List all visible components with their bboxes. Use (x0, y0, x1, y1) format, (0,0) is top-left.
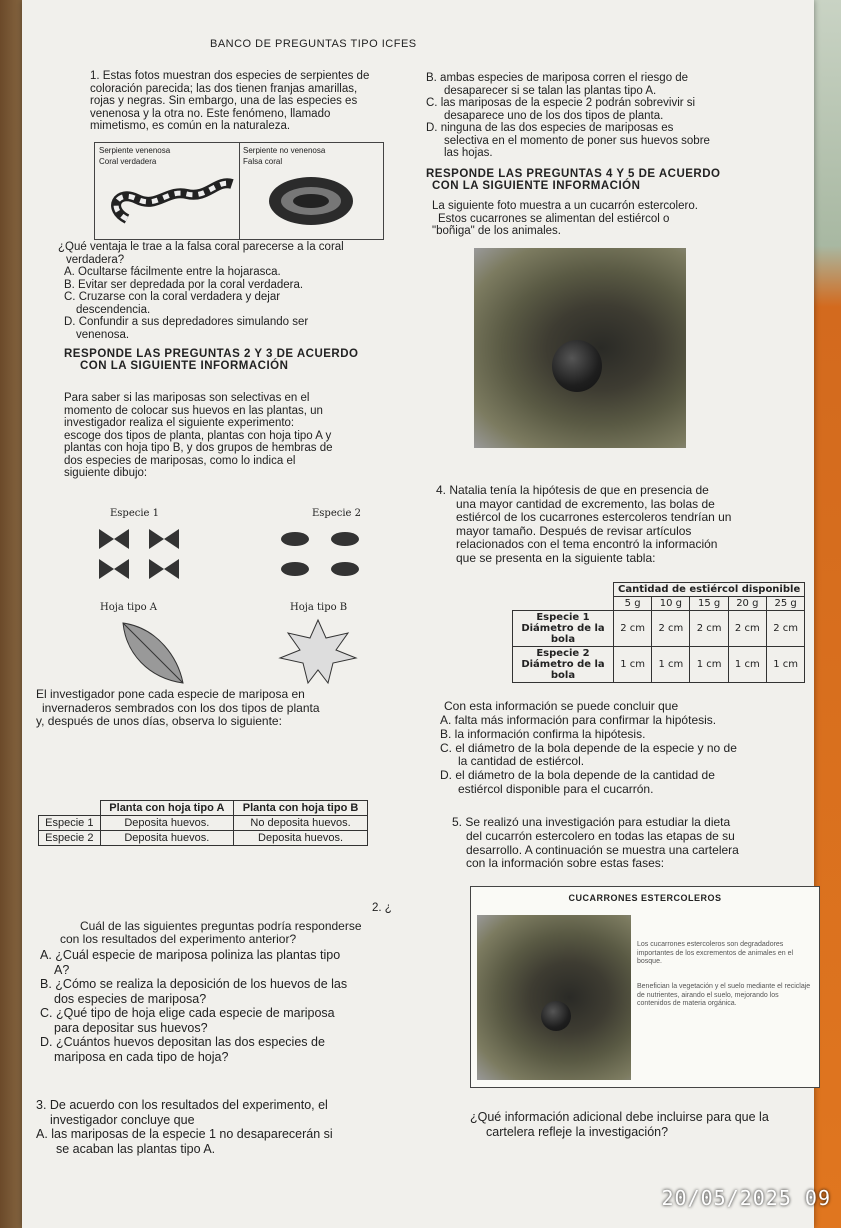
section45-text: La siguiente foto muestra a un cucarrón estercolero. Estos cucarrones se alimentan del estiércol o "boñiga" de los animales. (432, 200, 698, 237)
q3-stem: 3. De acuerdo con los resultados del experimento, el investigador concluye que A. las mariposas de la especie 1 no desaparecerán si se acaban las plantas tipo A. (36, 1098, 333, 1156)
col-hoja-a: Planta con hoja tipo A (100, 801, 233, 816)
q2-options: A. ¿Cuál especie de mariposa poliniza las plantas tipo A? B. ¿Cómo se realiza la deposición de los huevos de las dos especies de mariposa? C. ¿Qué tipo de hoja elige cada especie de mariposa para depositar sus huevos? D. ¿Cuántos huevos depositan las dos especies de mariposa en cada tipo de hoja? (40, 948, 348, 1064)
butterflies-species-1 (94, 524, 214, 584)
false-coral-snake-drawing (241, 159, 381, 239)
snake-photos (94, 142, 384, 240)
q2-marker: 2. ¿ (372, 902, 392, 914)
section23-after: El investigador pone cada especie de mariposa en invernaderos sembrados con los dos tipos de planta y, después de unos días, observa lo siguiente: (36, 687, 320, 728)
table-row: Especie 1 Diámetro de la bola 2 cm 2 cm 2 cm 2 cm 2 cm (513, 611, 805, 647)
poster-paragraph-2: Benefician la vegetación y el suelo mediante el reciclaje de nutrientes, airando el suelo, mejorando los contenidos de materia orgánica. (637, 983, 811, 1007)
q4-stem: 4. Natalia tenía la hipótesis de que en presencia de una mayor cantidad de excremento, las bolas de estiércol de los cucarrones estercoleros tendrían un mayor tamaño. Después de revisar artículos relacionados con el tema encontró la información que se presenta en la siguiente tabla: (436, 483, 732, 565)
hoja-a-label: Hoja tipo A (100, 602, 158, 613)
leaf-a-drawing (118, 618, 188, 688)
beetle-figure (552, 340, 602, 392)
page-header: BANCO DE PREGUNTAS TIPO ICFES (210, 38, 417, 50)
q4-conclusion: Con esta información se puede concluir que (444, 699, 679, 713)
q5-stem: 5. Se realizó una investigación para estudiar la dieta del cucarrón estercolero en todas las etapas de su desarrollo. A continuación se muestra una cartelera con la información sobre estas fases: (452, 815, 739, 871)
table-row: Especie 1 Deposita huevos. No deposita huevos. (39, 816, 368, 831)
poster (470, 886, 820, 1088)
q1-stem: 1. Estas fotos muestran dos especies de serpientes de coloración parecida; las dos tienen franjas amarillas, rojas y negras. Sin embargo, una de las especies es venenosa y la otra no. Este fenómeno, llamado mimetismo, es común en la naturaleza. (90, 70, 370, 132)
section23-text: Para saber si las mariposas son selectivas en el momento de colocar sus huevos en las plantas, un investigador realiza el siguiente experimento: escoge dos tipos de planta, plantas con hoja tipo A y plantas con hoja tipo B, y dos grupos de hembras de dos especies de mariposas, como lo indica el siguiente dibujo: (64, 392, 333, 479)
col-hoja-b: Planta con hoja tipo B (234, 801, 368, 816)
label-falsa-coral: Serpiente no venenosa Falsa coral (243, 146, 326, 166)
especie-1-label: Especie 1 (110, 508, 160, 519)
poster-title: CUCARRONES ESTERCOLEROS (568, 893, 722, 903)
section45-title: RESPONDE LAS PREGUNTAS 4 Y 5 DE ACUERDO CON LA SIGUIENTE INFORMACIÓN (426, 168, 721, 192)
q1-question: ¿Qué ventaja le trae a la falsa coral parecerse a la coral verdadera? (58, 241, 344, 266)
q4-options: A. falta más información para confirmar la hipótesis. B. la información confirma la hipótesis. C. el diámetro de la bola depende de la especie y no de la cantidad de estiércol. D. el diámetro de la bola depende de la cantidad de estiércol disponible para el cucarrón. (440, 713, 737, 796)
hoja-b-label: Hoja tipo B (290, 602, 348, 613)
coral-snake-drawing (97, 159, 237, 239)
q5-question: ¿Qué información adicional debe incluirse para que la cartelera refleje la investigación? (470, 1110, 769, 1139)
especie-2-label: Especie 2 (312, 508, 362, 519)
poster-beetle-photo (477, 915, 631, 1080)
photo-timestamp: 20/05/2025 09 (661, 1186, 831, 1210)
label-coral-verdadera: Serpiente venenosa Coral verdadera (99, 146, 171, 166)
beetle-photo (474, 248, 686, 448)
poster-paragraph-1: Los cucarrones estercoleros son degradadores importantes de los excrementos de animales en el bosque. (637, 941, 794, 965)
leaf-b-drawing (278, 618, 358, 688)
butterfly-results-table (38, 800, 368, 846)
q3-options-rest: B. ambas especies de mariposa corren el riesgo de desaparecer si se talan las plantas tipo A. C. las mariposas de la especie 2 podrán sobrevivir si desaparece uno de los dos tipos de planta. D. ninguna de las dos especies de mariposas es selectiva en el momento de poner sus huevos sobre las hojas. (426, 72, 710, 159)
section23-title: RESPONDE LAS PREGUNTAS 2 Y 3 DE ACUERDO CON LA SIGUIENTE INFORMACIÓN (64, 348, 359, 372)
table2-title: Cantidad de estiércol disponible (614, 583, 805, 597)
butterflies-species-2 (280, 524, 400, 584)
table-row: Especie 2 Diámetro de la bola 1 cm 1 cm 1 cm 1 cm 1 cm (513, 647, 805, 683)
q1-options: A. Ocultarse fácilmente entre la hojarasca. B. Evitar ser depredada por la coral verdadera. C. Cruzarse con la coral verdadera y dejar descendencia. D. Confundir a sus depredadores simulando ser venenosa. (64, 266, 309, 341)
dung-ball-table: Cantidad de estiércol disponible 5 g 10 g 15 g 20 g 25 g Especie 1 Diámetro de la bola 2 cm 2 cm 2 cm 2 cm 2 cm Especie 2 Diámetro de la bola 1 cm 1 cm 1 cm 1 cm 1 cm (512, 582, 805, 683)
q2-question: Cuál de las siguientes preguntas podría responderse con los resultados del experimento anterior? (60, 919, 362, 946)
table-row: Especie 2 Deposita huevos. Deposita huevos. (39, 831, 368, 846)
exam-sheet (22, 0, 814, 1228)
